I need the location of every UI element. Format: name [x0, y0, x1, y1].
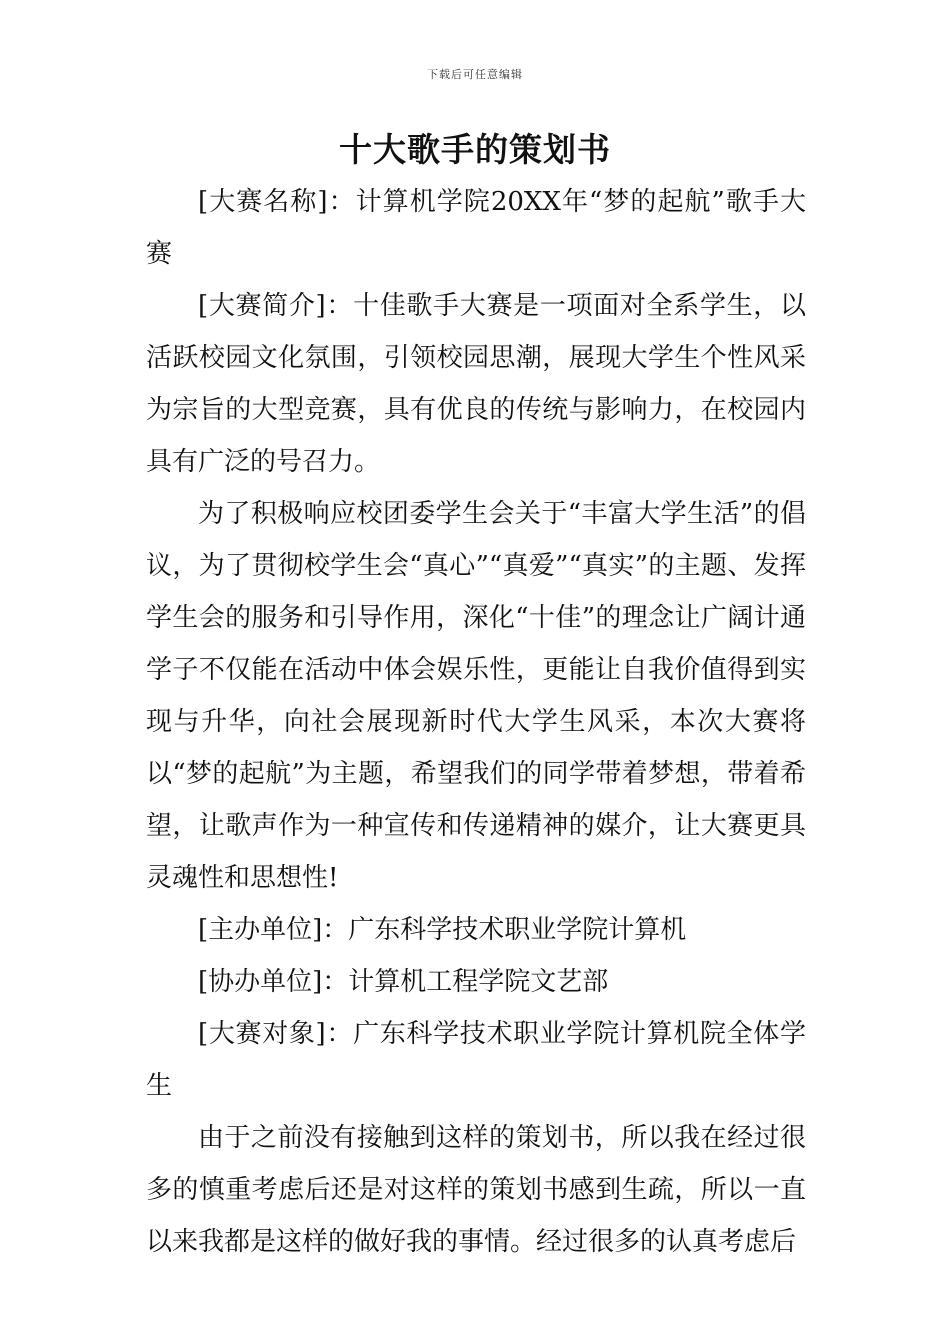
paragraph-competition-intro: [大赛简介]：十佳歌手大赛是一项面对全系学生，以活跃校园文化氛围，引领校园思潮，展现大学生个性风采为宗旨的大型竞赛，具有优良的传统与影响力，在校园内具有广泛的号召力。	[146, 291, 806, 477]
paragraph-organizer: [主办单位]：广东科学技术职业学院计算机	[198, 915, 687, 945]
paragraph-competition-name: [大赛名称]：计算机学院20XX年“梦的起航”歌手大赛	[146, 187, 806, 269]
paragraph-co-organizer: [协办单位]：计算机工程学院文艺部	[198, 967, 609, 997]
document-body	[146, 176, 806, 1268]
document-title: 十大歌手的策划书	[339, 130, 611, 169]
header-note: 下载后可任意编辑	[427, 68, 523, 81]
paragraph-participants: [大赛对象]：广东科学技术职业学院计算机院全体学生	[146, 1019, 806, 1101]
paragraph-reflection: 由于之前没有接触到这样的策划书，所以我在经过很多的慎重考虑后还是对这样的策划书感到生疏，所以一直以来我都是这样的做好我的事情。经过很多的认真考虑后	[146, 1123, 806, 1257]
paragraph-purpose: 为了积极响应校团委学生会关于“丰富大学生活”的倡议，为了贯彻校学生会“真心”“真爱”“真实”的主题、发挥学生会的服务和引导作用，深化“十佳”的理念让广阔计通学子不仅能在活动中体会娱乐性，更能让自我价值得到实现与升华，向社会展现新时代大学生风采，本次大赛将以“梦的起航”为主题，希望我们的同学带着梦想，带着希望，让歌声作为一种宣传和传递精神的媒介，让大赛更具灵魂性和思想性!	[146, 499, 806, 893]
